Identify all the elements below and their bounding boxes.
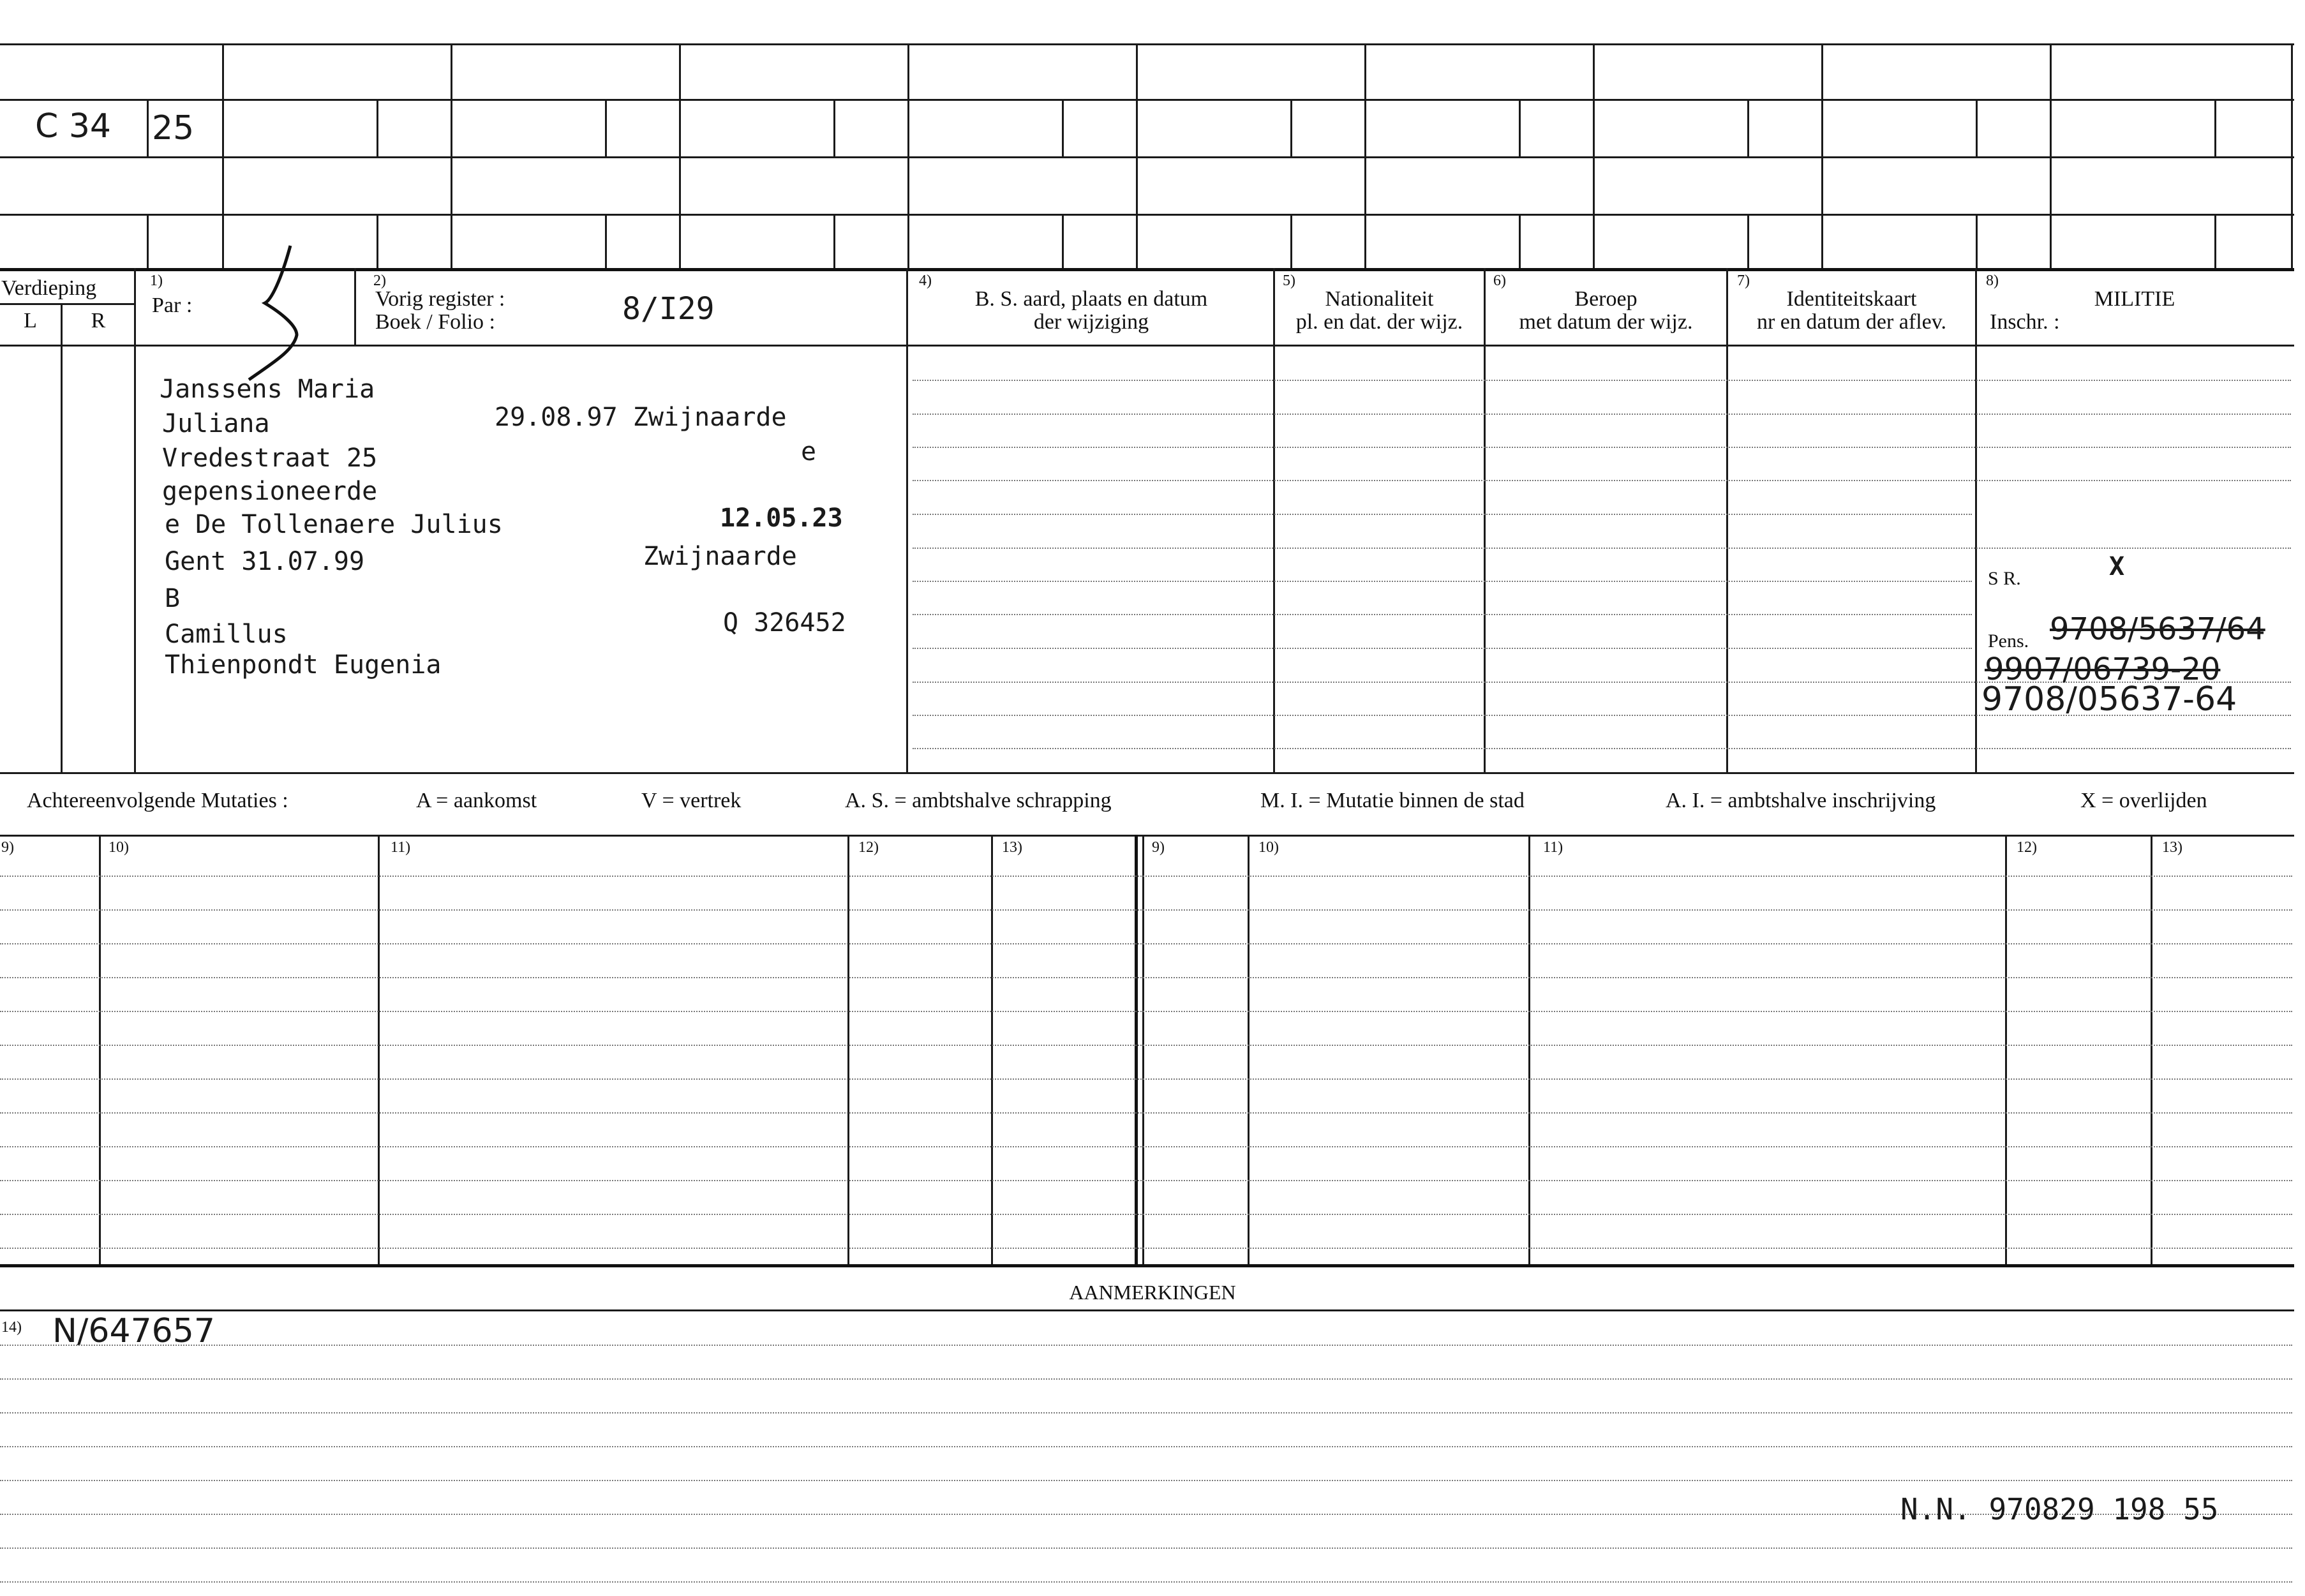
- par-signature: [242, 242, 319, 402]
- spouse-birth: Gent 31.07.99: [165, 547, 365, 576]
- legend-ambtshalve-inschrijving: A. I. = ambtshalve inschrijving: [1666, 789, 1936, 812]
- pens-number-1: 9708/5637/64: [2050, 611, 2265, 647]
- pens-number-3: 9708/05637-64: [1981, 680, 2237, 719]
- parent-marker: B: [165, 584, 181, 613]
- col-header-12: 12): [858, 839, 879, 856]
- legend-vertrek: V = vertrek: [641, 789, 742, 812]
- identiteitskaart-label: Identiteitskaart: [1786, 287, 1917, 311]
- id-number: Q 326452: [723, 608, 846, 638]
- field-number-14: 14): [1, 1319, 22, 1336]
- birth-date-place: 29.08.97 Zwijnaarde: [495, 403, 787, 432]
- boek-folio-label: Boek / Folio :: [375, 310, 495, 334]
- mother-name: Thienpondt Eugenia: [165, 650, 442, 680]
- register-number: 25: [152, 109, 195, 147]
- sr-value: X: [2109, 552, 2125, 581]
- nationaliteit-label: Nationaliteit: [1325, 287, 1434, 311]
- bs-label-line1: B. S. aard, plaats en datum: [974, 287, 1208, 311]
- legend-ambtshalve-schrapping: A. S. = ambtshalve schrapping: [845, 789, 1112, 812]
- col-header-9: 9): [1, 839, 14, 856]
- nationaliteit-sublabel: pl. en dat. der wijz.: [1295, 310, 1463, 334]
- legend-overlijden: X = overlijden: [2080, 789, 2207, 812]
- par-label: Par :: [152, 294, 193, 317]
- militie-label: MILITIE: [2094, 287, 2175, 311]
- col-header-12b: 12): [2017, 839, 2037, 856]
- identiteitskaart-sublabel: nr en datum der aflev.: [1756, 310, 1947, 334]
- sr-label: S R.: [1988, 568, 2021, 589]
- verdieping-r-label: R: [91, 309, 106, 332]
- field-number-2: 2): [373, 272, 386, 289]
- pens-number-2: 9907/06739-20: [1985, 652, 2221, 687]
- person-name: Janssens Maria: [160, 375, 375, 404]
- col-header-13b: 13): [2162, 839, 2182, 856]
- beroep-label: Beroep: [1574, 287, 1637, 311]
- beroep-sublabel: met datum der wijz.: [1519, 310, 1693, 334]
- pens-label: Pens.: [1988, 630, 2029, 652]
- inschr-label: Inschr. :: [1990, 310, 2060, 334]
- field-number-5: 5): [1283, 272, 1295, 289]
- aanmerkingen-value: N/647657: [52, 1312, 215, 1350]
- father-name: Camillus: [165, 620, 288, 649]
- field-number-7: 7): [1737, 272, 1750, 289]
- mutaties-title: Achtereenvolgende Mutaties :: [27, 789, 288, 812]
- person-occupation: gepensioneerde: [162, 477, 378, 506]
- legend-aankomst: A = aankomst: [416, 789, 537, 812]
- field-number-6: 6): [1493, 272, 1506, 289]
- col-header-9b: 9): [1152, 839, 1165, 856]
- register-code: C 34: [35, 107, 112, 145]
- person-firstname: Juliana: [162, 409, 270, 438]
- col-header-13: 13): [1002, 839, 1022, 856]
- verdieping-label: Verdieping: [1, 276, 97, 300]
- boek-folio-value: 8/I29: [622, 291, 715, 327]
- col-header-10: 10): [108, 839, 129, 856]
- vorig-register-label: Vorig register :: [375, 287, 505, 311]
- legend-mutatie-binnen-stad: M. I. = Mutatie binnen de stad: [1260, 789, 1525, 812]
- bs-label-line2: der wijziging: [1033, 310, 1149, 334]
- marriage-date: 12.05.23: [720, 503, 843, 533]
- col-header-10b: 10): [1258, 839, 1279, 856]
- person-address: Vredestraat 25: [162, 444, 378, 473]
- e-mark: e: [801, 437, 817, 466]
- col-header-11b: 11): [1543, 839, 1563, 856]
- col-header-11: 11): [391, 839, 411, 856]
- spouse-name: e De Tollenaere Julius: [165, 510, 503, 539]
- field-number-8: 8): [1986, 272, 1999, 289]
- aanmerkingen-title: AANMERKINGEN: [1069, 1281, 1236, 1304]
- field-number-1: 1): [150, 272, 163, 289]
- national-number: N.N. 970829 198 55: [1900, 1492, 2219, 1526]
- verdieping-l-label: L: [24, 309, 37, 332]
- marriage-place: Zwijnaarde: [643, 542, 797, 571]
- field-number-4: 4): [919, 272, 932, 289]
